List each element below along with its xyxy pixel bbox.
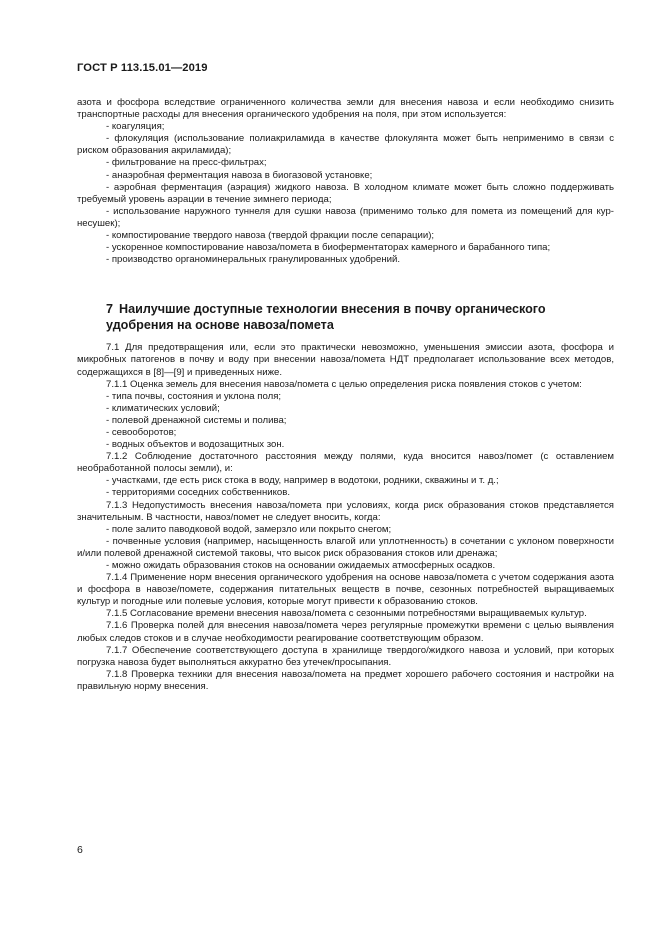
- paragraph: - использование наружного туннеля для сушки навоза (применимо только для помета из помещений для кур-несушек);: [77, 205, 614, 229]
- intro-paragraph-list: [77, 97, 614, 266]
- paragraph: - почвенные условия (например, насыщенность влагой или уплотненность) в сочетании с уклоном поверхности и/или полевой дренажной системой таковы, что высок риск образования стоков или дренажа;: [77, 535, 614, 559]
- paragraph: - полевой дренажной системы и полива;: [106, 414, 287, 426]
- paragraph: - участками, где есть риск стока в воду, например в водотоки, родники, скважины и т. д.;: [106, 475, 499, 487]
- section-number: 7: [106, 302, 114, 317]
- paragraph: - флокуляция (использование полиакриламида в качестве флокулянта может быть неприменимо в связи с риском образования акриламида);: [77, 133, 614, 157]
- paragraph: - климатических условий;: [106, 402, 220, 414]
- paragraph: 7.1.7 Обеспечение соответствующего доступа в хранилище твердого/жидкого навоза и условий, при которых погрузка навоза будет выполняться аккуратно без утечек/просыпания.: [77, 644, 614, 668]
- paragraph: 7.1.8 Проверка техники для внесения навоза/помета на предмет хорошего рабочего состояния и настройки на правильную норму внесения.: [77, 668, 614, 692]
- paragraph: - фильтрование на пресс-фильтрах;: [106, 157, 267, 169]
- paragraph: 7.1 Для предотвращения или, если это практически невозможно, уменьшения эмиссии азота, фосфора и микробных патогенов в почву и воду при внесении навоза/помета НДТ предполагает использование всех методов, содержащихся в [8]—[9] и приведенных ниже.: [77, 342, 614, 378]
- paragraph: 7.1.5 Согласование времени внесения навоза/помета с сезонными потребностями выращиваемых культур.: [106, 608, 587, 620]
- section-title-line2: удобрения на основе навоза/помета: [106, 318, 334, 333]
- section-title-line1: Наилучшие доступные технологии внесения в почву органического: [119, 302, 546, 317]
- section-paragraph-list: [77, 342, 614, 693]
- page-header-standard-title: ГОСТ Р 113.15.01—2019: [77, 62, 208, 74]
- page-content: [77, 97, 614, 693]
- page-number: 6: [77, 844, 83, 856]
- paragraph: 7.1.6 Проверка полей для внесения навоза/помета через регулярные промежутки времени с целью выявления любых следов стоков и в случае необходимости реагирование соответствующим образом.: [77, 620, 614, 644]
- paragraph: 7.1.1 Оценка земель для внесения навоза/помета с целью определения риска появления стоков с учетом:: [106, 378, 582, 390]
- paragraph: 7.1.2 Соблюдение достаточного расстояния между полями, куда вносится навоз/помет (с оставлением необработанной полосы земли), и:: [77, 451, 614, 475]
- paragraph: - территориями соседних собственников.: [106, 487, 291, 499]
- paragraph: - производство органоминеральных гранулированных удобрений.: [106, 254, 401, 266]
- paragraph: - анаэробная ферментация навоза в биогазовой установке;: [106, 169, 373, 181]
- paragraph: - водных объектов и водозащитных зон.: [106, 439, 285, 451]
- paragraph: - ускоренное компостирование навоза/помета в биоферментаторах камерного и барабанного типа;: [106, 242, 551, 254]
- paragraph: азота и фосфора вследствие ограниченного количества земли для внесения навоза и если необходимо снизить транспортные расходы для внесения органического удобрения на поля, при этом используется:: [77, 97, 614, 121]
- paragraph: 7.1.3 Недопустимость внесения навоза/помета при условиях, когда риск образования стоков представляется значительным. В частности, навоз/помет не следует вносить, когда:: [77, 499, 614, 523]
- paragraph: - компостирование твердого навоза (твердой фракции после сепарации);: [106, 230, 435, 242]
- paragraph: - поле залито паводковой водой, замерзло или покрыто снегом;: [106, 523, 392, 535]
- paragraph: - аэробная ферментация (аэрация) жидкого навоза. В холодном климате может быть сложно поддерживать требуемый уровень аэрации в течение зимнего периода;: [77, 181, 614, 205]
- section-heading: [77, 301, 614, 333]
- paragraph: 7.1.4 Применение норм внесения органического удобрения на основе навоза/помета с учетом содержания азота и фосфора в навозе/помете, содержания питательных веществ в почве, сезонных потребностей выращиваемых культур и погодные или полевые условия, которые могут привести к образованию стоков.: [77, 572, 614, 608]
- paragraph: - можно ожидать образования стоков на основании ожидаемых атмосферных осадков.: [106, 560, 496, 571]
- paragraph: - севооборотов;: [106, 426, 177, 438]
- paragraph: - типа почвы, состояния и уклона поля;: [106, 390, 282, 402]
- paragraph: - коагуляция;: [106, 121, 165, 133]
